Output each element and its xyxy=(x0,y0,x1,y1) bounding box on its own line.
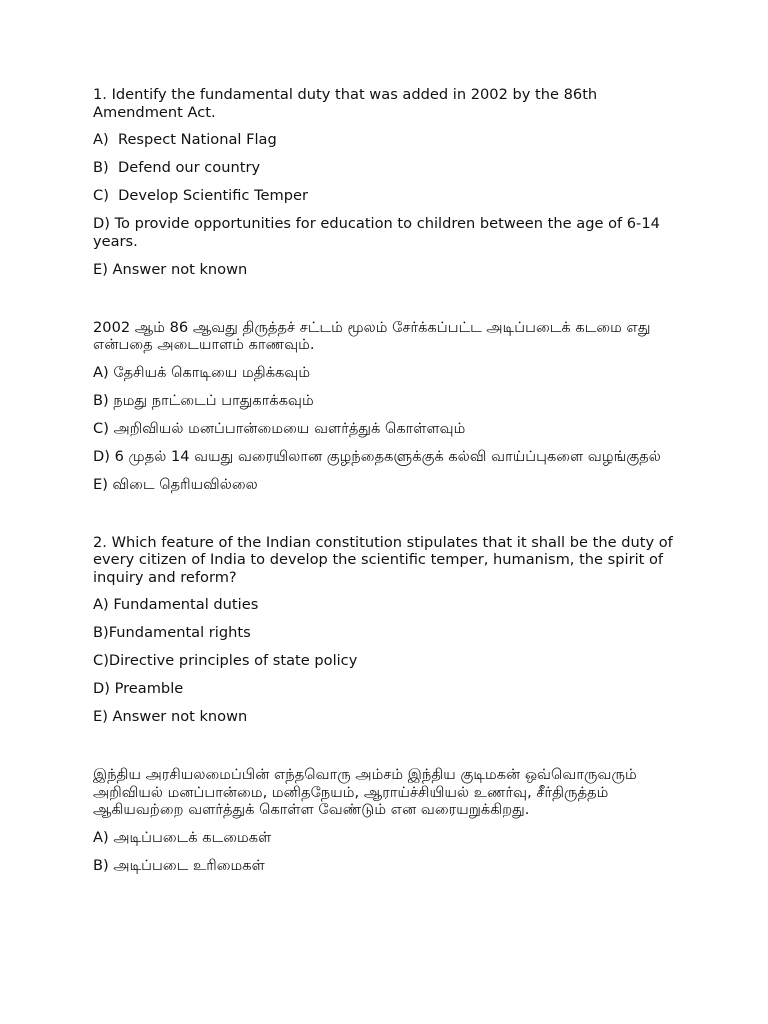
q1-option-d: D) To provide opportunities for education to children between the age of 6-14 years. xyxy=(93,215,665,250)
q2-option-c: C)Directive principles of state policy xyxy=(93,652,358,669)
question-2-english xyxy=(93,534,683,726)
q1-option-a: A) Respect National Flag xyxy=(93,131,277,148)
q1-tamil-option-d: D) 6 முதல் 14 வயது வரையிலான குழந்தைகளுக்குக் கல்வி வாய்ப்புகளை வழங்குதல் xyxy=(93,447,661,465)
question-1-text: 1. Identify the fundamental duty that was added in 2002 by the 86th Amendment Act. xyxy=(93,86,598,121)
question-2-tamil xyxy=(93,766,683,874)
spacer xyxy=(93,289,683,319)
q2-option-e: E) Answer not known xyxy=(93,708,248,725)
spacer xyxy=(93,736,683,766)
q1-tamil-option-c: C) அறிவியல் மனப்பான்மையை வளர்த்துக் கொள்ளவும் xyxy=(93,419,466,437)
spacer xyxy=(93,504,683,534)
document-page xyxy=(93,86,683,885)
question-2-text: 2. Which feature of the Indian constitution stipulates that it shall be the duty of every citizen of India to develop the scientific temper, humanism, the spirit of inquiry and reform? xyxy=(93,533,673,586)
q2-tamil-option-a: A) அடிப்படைக் கடமைகள் xyxy=(93,828,272,846)
q2-option-d: D) Preamble xyxy=(93,680,184,697)
question-1-tamil xyxy=(93,319,683,494)
q1-option-b: B) Defend our country xyxy=(93,159,261,176)
q1-tamil-option-a: A) தேசியக் கொடியை மதிக்கவும் xyxy=(93,363,311,381)
q2-option-a: A) Fundamental duties xyxy=(93,596,259,613)
q2-tamil-option-b: B) அடிப்படை உரிமைகள் xyxy=(93,856,265,874)
q1-tamil-option-b: B) நமது நாட்டைப் பாதுகாக்கவும் xyxy=(93,391,314,409)
q1-tamil-option-e: E) விடை தெரியவில்லை xyxy=(93,475,258,493)
question-1-english xyxy=(93,86,683,278)
question-1-tamil-text: 2002 ஆம் 86 ஆவது திருத்தச் சட்டம் மூலம் சேர்க்கப்பட்ட அடிப்படைக் கடமை எது என்பதை அடையாளம் காணவும். xyxy=(93,318,651,353)
question-2-tamil-text: இந்திய அரசியலமைப்பின் எந்தவொரு அம்சம் இந்திய குடிமகன் ஒவ்வொருவரும் அறிவியல் மனப்பான்மை, மனிதநேயம், ஆராய்ச்சியியல் உணர்வு, சீர்திருத்தம் ஆகியவற்றை வளர்த்துக் கொள்ள வேண்டும் என வரையறுக்கிறது. xyxy=(93,766,637,818)
q1-option-c: C) Develop Scientific Temper xyxy=(93,187,308,204)
q2-option-b: B)Fundamental rights xyxy=(93,624,251,641)
q1-option-e: E) Answer not known xyxy=(93,260,248,278)
